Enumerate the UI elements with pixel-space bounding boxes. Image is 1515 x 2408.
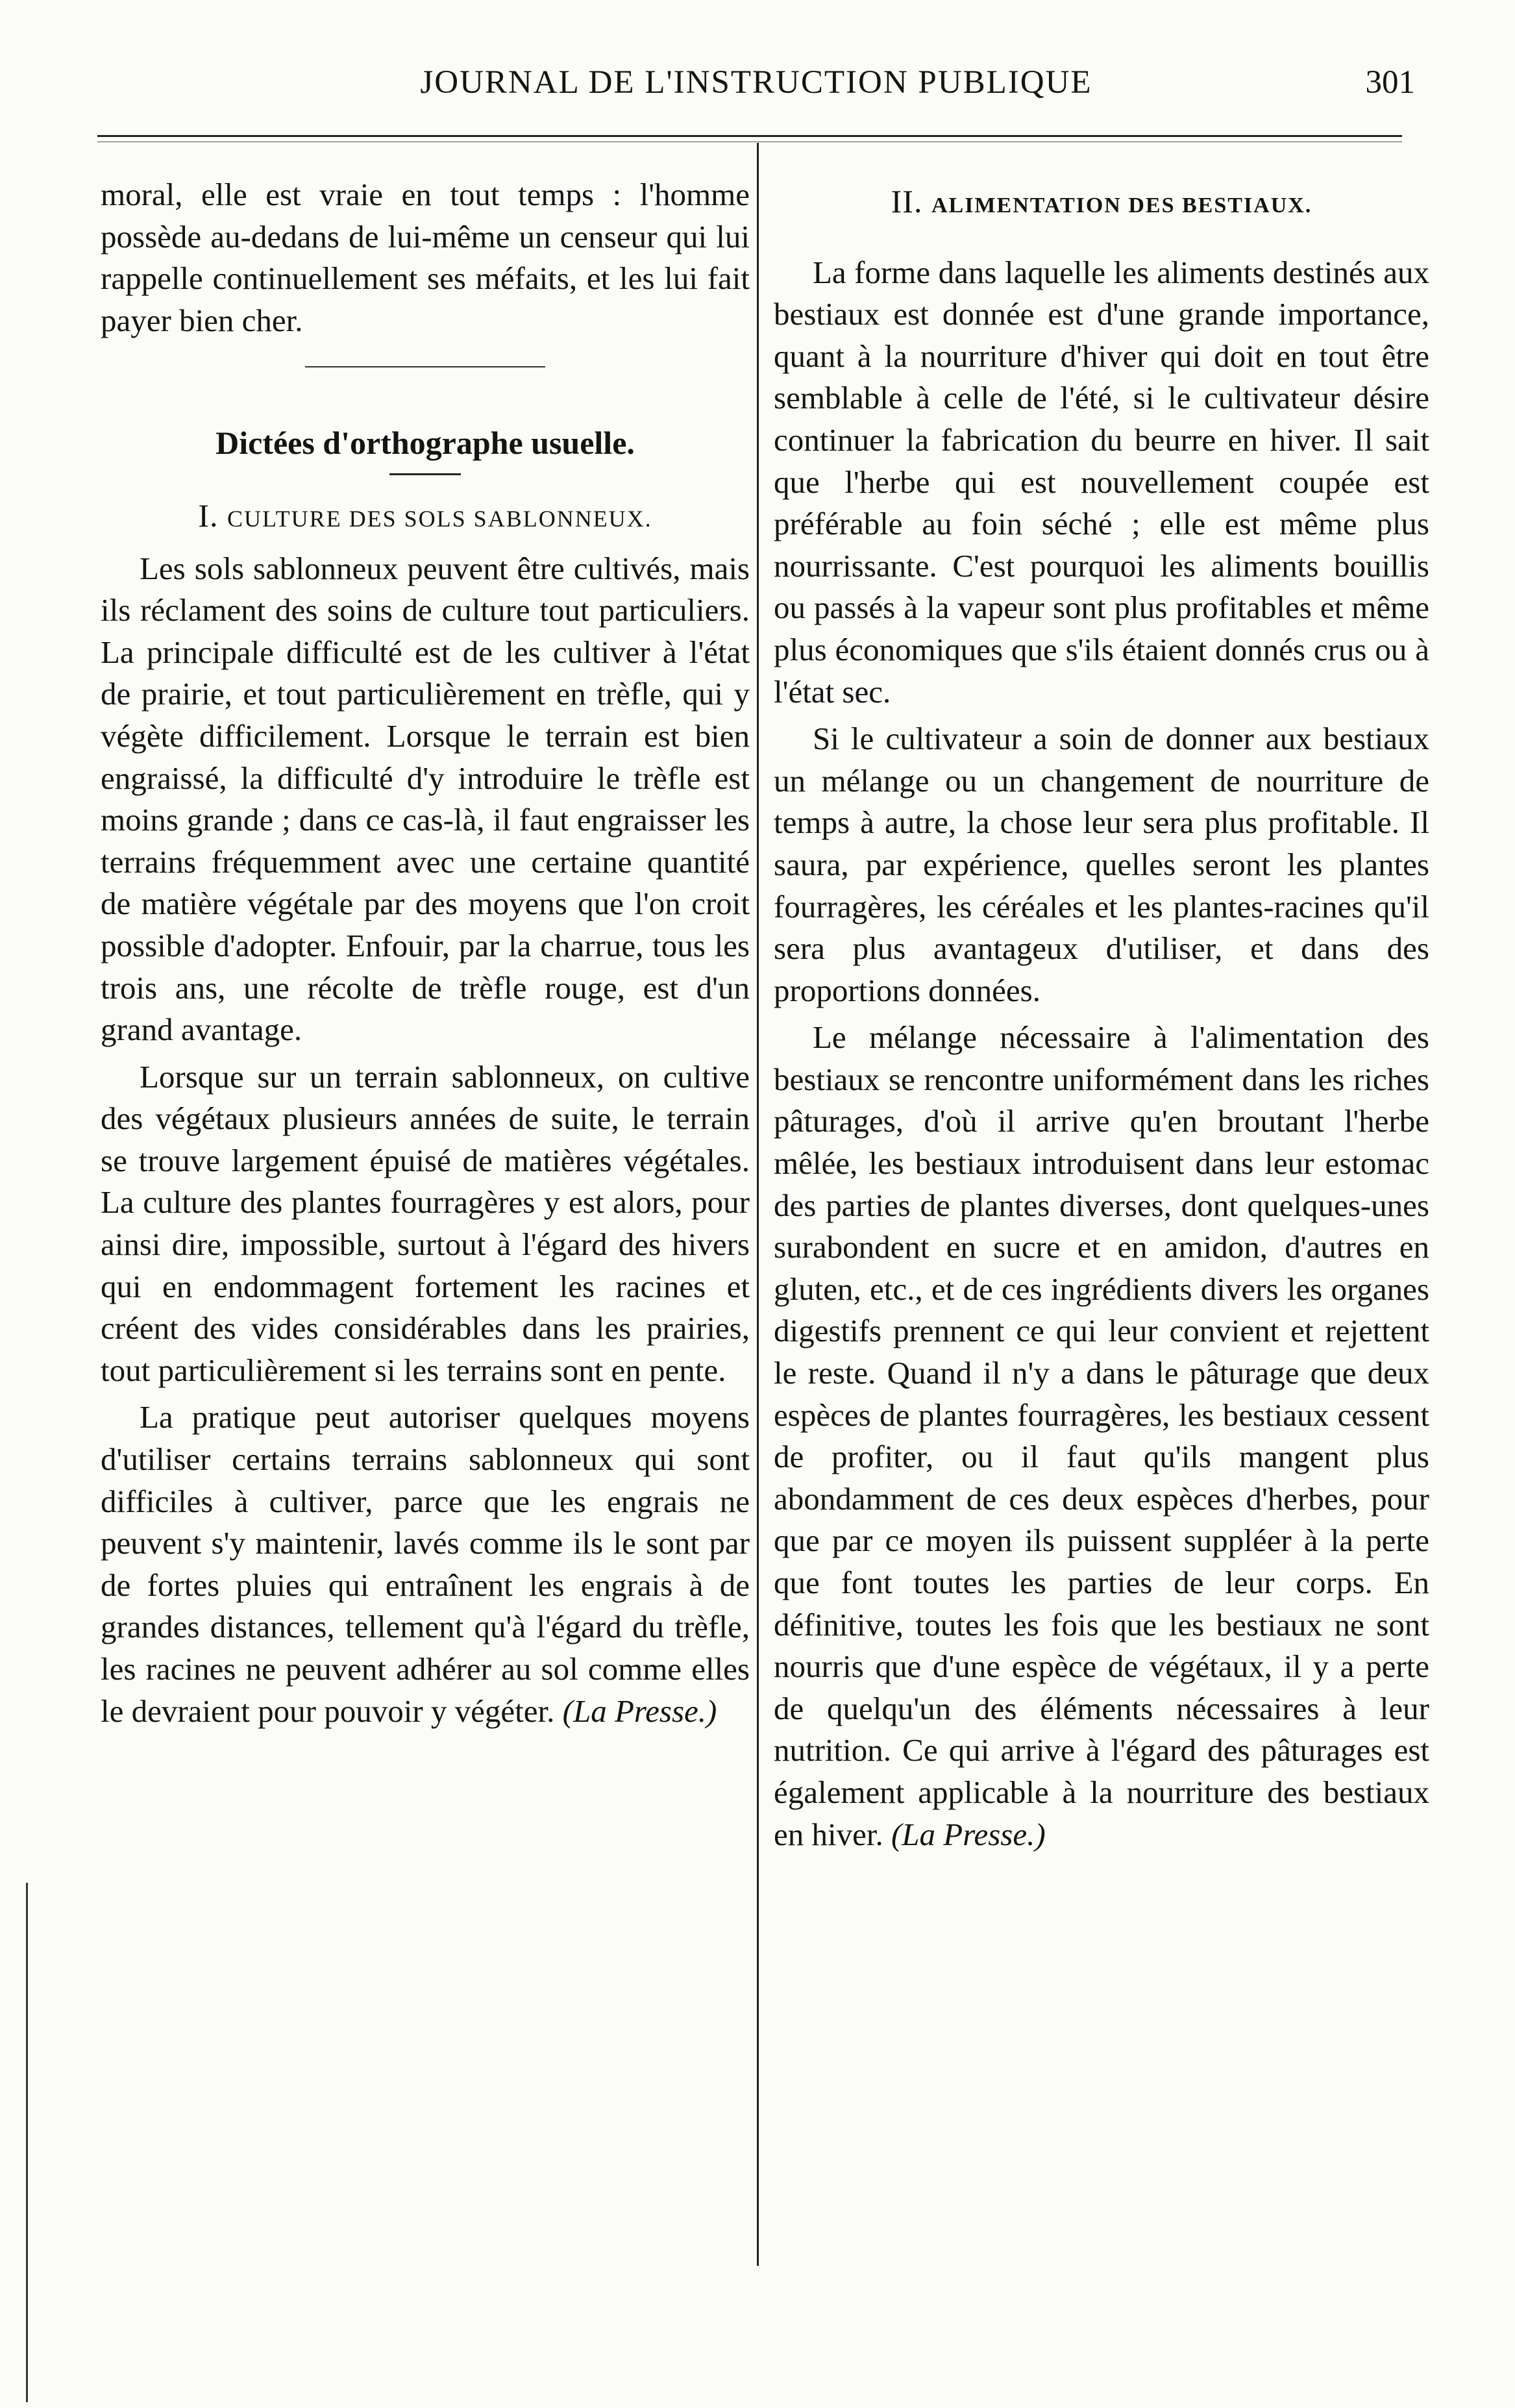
intro-paragraph: moral, elle est vraie en tout temps : l'homme possède au-dedans de lui-même un censeur qui lui rappelle continuellement ses méfaits, et les lui fait payer bien cher. xyxy=(101,177,750,338)
section-1-paragraph: Lorsque sur un terrain sablonneux, on cultive des végétaux plusieurs années de suite, le terrain se trouve largement épuisé de matières végétales. La culture des plantes fourragères y est alors, pour ainsi dire, impossible, surtout à l'égard des hivers qui en endommagent fortement les racines et créent des vides considérables dans les prairies, tout particulièrement si les terrains sont en pente. xyxy=(101,1058,750,1388)
left-column xyxy=(101,174,750,1737)
section-2-paragraph: Si le cultivateur a soin de donner aux bestiaux un mélange ou un changement de nourriture de temps à autre, la chose leur sera plus profitable. Il saura, par expérience, quelles seront les plantes fourragères, les céréales et les plantes-racines qu'il sera plus avantageux d'utiliser, et dans des proportions données. xyxy=(774,721,1429,1008)
section-1-title: CULTURE DES SOLS SABLONNEUX. xyxy=(227,505,652,532)
section-1-paragraph xyxy=(101,1396,750,1732)
section-2-paragraph xyxy=(774,1017,1429,1856)
section-2-last-text: Le mélange nécessaire à l'alimentation des bestiaux se rencontre uniformément dans les riches pâturages, d'où il arrive qu'en broutant l'herbe mêlée, les bestiaux introduisent dans leur estomac des parties de plantes diverses, dont quelques-unes surabondent en sucre et en amidon, d'autres en gluten, etc., et de ces ingrédients divers les organes digestifs prennent ce qui leur convient et rejettent le reste. Quand il n'y a dans le pâturage que deux espèces de plantes fourragères, les bestiaux cessent de profiter, ou il faut qu'ils mangent plus abondamment de ces deux espèces d'herbes, pour que par ce moyen ils puissent suppléer à la perte que font toutes les parties de leur corps. En définitive, toutes les fois que les bestiaux ne sont nourris que d'une espèce de végétaux, il y a perte de quelqu'un des éléments nécessaires à leur nutrition. Ce qui arrive à l'égard des pâturages est également applicable à la nourriture des bestiaux en hiver. xyxy=(774,1019,1429,1852)
section-1-numeral: I. xyxy=(198,497,219,534)
section-2-numeral: II. xyxy=(891,183,923,219)
page-number: 301 xyxy=(1365,64,1415,101)
section-1-paragraph: Les sols sablonneux peuvent être cultivés, mais ils réclament des soins de culture tout particuliers. La principale difficulté est de les cultiver à l'état de prairie, et tout particulièrement en trèfle, qui y végète difficilement. Lorsque le terrain est bien engraissé, la difficulté d'y introduire le trèfle est moins grande ; dans ce cas-là, il faut engraisser les terrains fréquemment avec une certaine quantité de matière végétale par des moyens que l'on croit possible d'adopter. Enfouir, par la charrue, tous les trois ans, une récolte de trèfle rouge, est d'un grand avantage. xyxy=(101,550,750,1048)
page-edge-mark xyxy=(26,1883,28,2402)
section-2-source: (La Presse.) xyxy=(891,1816,1046,1852)
running-header xyxy=(97,64,1415,109)
section-1-source: (La Presse.) xyxy=(562,1693,717,1729)
header-rule xyxy=(97,135,1402,137)
journal-title: JOURNAL DE L'INSTRUCTION PUBLIQUE xyxy=(420,64,1092,101)
heading-rule xyxy=(389,473,461,475)
section-1-heading xyxy=(101,495,750,540)
dictees-heading: Dictées d'orthographe usuelle. xyxy=(216,425,635,462)
section-1-last-text: La pratique peut autoriser quelques moyens d'utiliser certains terrains sablonneux qui sont difficiles à cultiver, parce que les engrais ne peuvent s'y maintenir, lavés comme ils le sont par de fortes pluies qui entraînent les engrais à de grandes distances, tellement qu'à l'égard du trèfle, les racines ne peuvent adhérer au sol comme elles le devraient pour pouvoir y végéter. xyxy=(101,1399,750,1729)
section-2-title: ALIMENTATION DES BESTIAUX. xyxy=(931,193,1312,217)
section-2-heading xyxy=(774,180,1429,227)
section-2-paragraph: La forme dans laquelle les aliments destinés aux bestiaux est donnée est d'une grande importance, quant à la nourriture d'hiver qui doit en tout être semblable à celle de l'été, si le cultivateur désire continuer la fabrication du beurre en hiver. Il sait que l'herbe qui est nouvellement coupée est préférable au foin séché ; elle est même plus nourrissante. C'est pourquoi les aliments bouillis ou passés à la vapeur sont plus profitables et même plus économiques que s'ils étaient donnés crus ou à l'état sec. xyxy=(774,254,1429,710)
right-column xyxy=(774,174,1429,1861)
section-separator xyxy=(305,366,545,367)
column-divider xyxy=(757,143,759,2266)
